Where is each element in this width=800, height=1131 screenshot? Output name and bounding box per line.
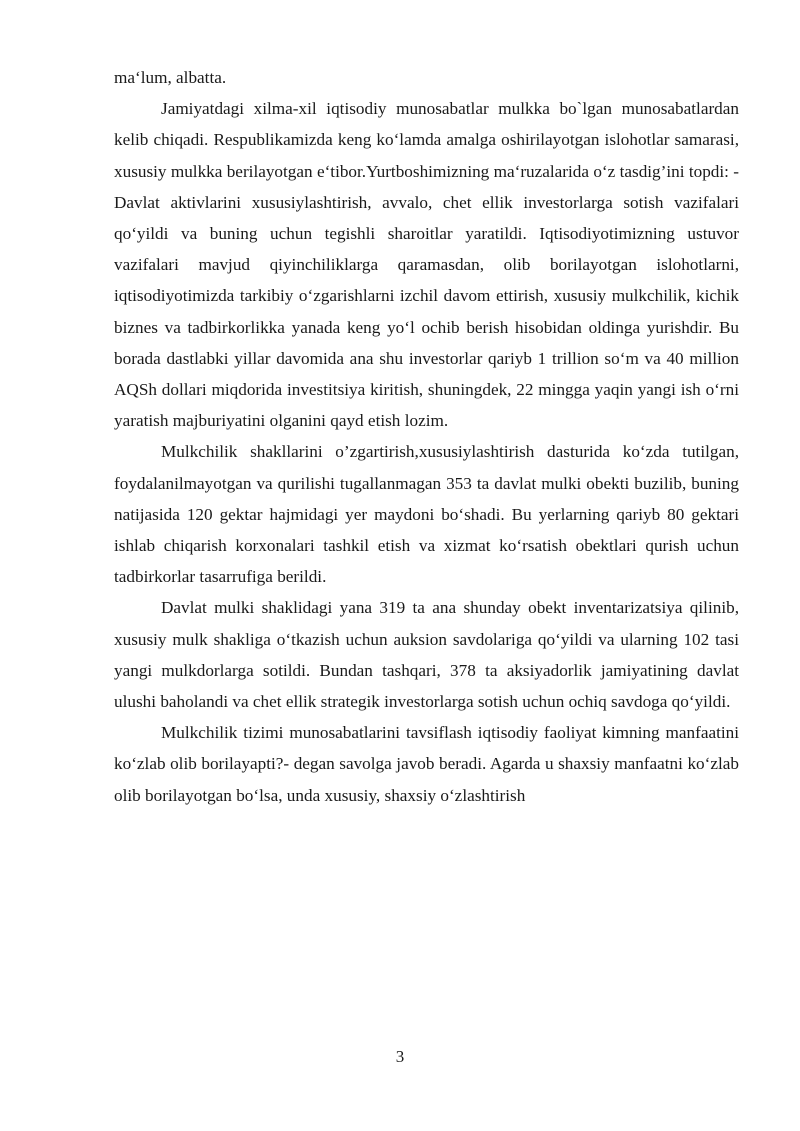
paragraph-continuation: ma‘lum, albatta. [114,68,227,87]
paragraph-ownership-forms: Mulkchilik shakllarini o’zgartirish,xususiylashtirish dasturida ko‘zda tutilgan, foydalanilmayotgan va qurilishi tugallanmagan 353 ta davlat mulki obekti buzilib, buning natijasida 120 gektar hajmidagi yer maydoni bo‘shadi. Bu yerlarning qariyb 80 gektari ishlab chiqarish korxonalari tashkil etish va xizmat ko‘rsatish obektlari qurish uchun tadbirkorlar tasarrufiga berildi. [114,442,739,587]
page-number: 3 [395,1047,405,1066]
paragraph-economic-relations: Jamiyatdagi xilma-xil iqtisodiy munosabatlar mulkka bo`lgan munosabatlardan kelib chiqadi. Respublikamizda keng ko‘lamda amalga oshirilayotgan islohotlar samarasi, xususiy mulkka berilayotgan e‘tibor.Yurtboshimizning ma‘ruzalarida o‘z tasdig’ini topdi: - Davlat aktivlarini xususiylashtirish, avvalo, chet ellik investorlarga sotish vazifalari qo‘yildi va buning uchun tegishli sharoitlar yaratildi. Iqtisodiyotimizning ustuvor vazifalari mavjud qiyinchiliklarga qaramasdan, olib borilayotgan islohotlarni, iqtisodiyotimizda tarkibiy o‘zgarishlarni izchil davom ettirish, xususiy mulkchilik, kichik biznes va tadbirkorlikka yanada keng yo‘l ochib berish hisobidan oldinga yurishdir. Bu borada dastlabki yillar davomida ana shu investorlar qariyb 1 trillion so‘m va 40 million AQSh dollari miqdorida investitsiya kiritish, shuningdek, 22 mingga yaqin yangi ish o‘rni yaratish majburiyatini olganini qayd etish lozim. [114,99,739,431]
paragraph-state-property: Davlat mulki shaklidagi yana 319 ta ana shunday obekt inventarizatsiya qilinib, xususiy mulk shakliga o‘tkazish uchun auksion savdolariga qo‘yildi va ularning 102 tasi yangi mulkdorlarga sotildi. Bundan tashqari, 378 ta aksiyadorlik jamiyatining davlat ulushi baholandi va chet ellik strategik investorlarga sotish uchun ochiq savdoga qo‘yildi. [114,598,739,712]
document-page [114,62,739,811]
paragraph-ownership-system: Mulkchilik tizimi munosabatlarini tavsiflash iqtisodiy faoliyat kimning manfaatini ko‘zlab olib borilayapti?- degan savolga javob beradi. Agarda u shaxsiy manfaatni ko‘zlab olib borilayotgan bo‘lsa, unda xususiy, shaxsiy o‘zlashtirish [114,723,739,805]
